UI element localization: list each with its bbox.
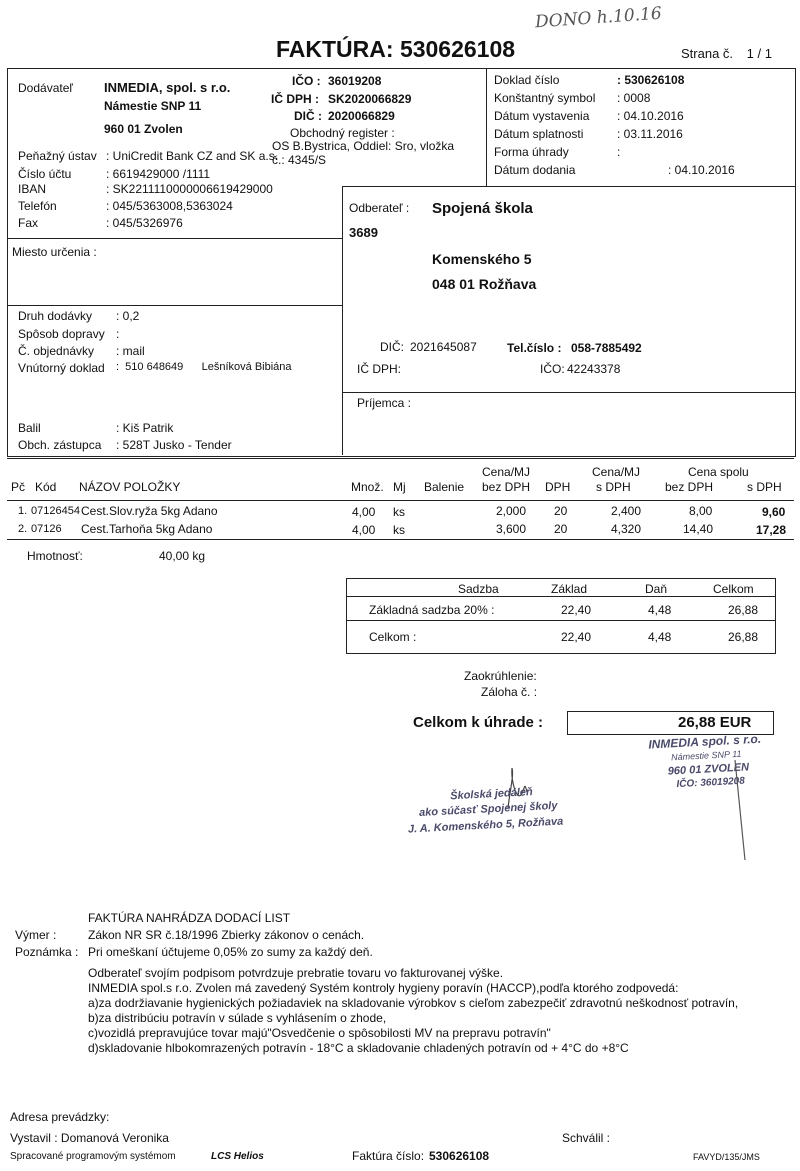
vat-total-base: 22,40 <box>561 630 592 644</box>
doc-info-label: Dátum splatnosti <box>494 127 584 141</box>
customer-name: Spojená škola <box>432 200 533 217</box>
vat-col-tax: Daň <box>645 582 668 596</box>
agent-value: : 528T Jusko - Tender <box>116 438 232 452</box>
customer-ico: 42243378 <box>567 362 621 376</box>
vat-col-base: Základ <box>551 582 588 596</box>
page-number-value: 1 / 1 <box>746 46 772 61</box>
note-label: Poznámka : <box>15 945 79 959</box>
weight-label: Hmotnosť: <box>27 549 83 563</box>
item-code: 07126454 <box>31 505 80 517</box>
packer-value: : Kiš Patrik <box>116 421 174 435</box>
transport-value: : <box>116 327 120 341</box>
phone-value: : 045/5363008,5363024 <box>106 199 233 213</box>
phone-label: Telefón <box>18 199 57 213</box>
item-total-incl: 17,28 <box>756 523 787 537</box>
vat-total-total: 26,88 <box>728 630 759 644</box>
item-price-incl: 2,400 <box>611 504 642 518</box>
supplier-bottom <box>7 238 342 239</box>
col-qty: Množ. <box>351 480 384 494</box>
agent-label: Obch. zástupca <box>18 438 102 452</box>
item-qty: 4,00 <box>352 505 376 519</box>
item-total-excl: 14,40 <box>683 522 714 536</box>
supplier-name: INMEDIA, spol. s r.o. <box>104 80 231 95</box>
item-vat: 20 <box>554 504 568 518</box>
order-value: : mail <box>116 344 145 358</box>
item-name: Cest.Tarhoňa 5kg Adano <box>81 522 213 536</box>
doc-info-label: Doklad číslo <box>494 73 560 87</box>
iban-label: IBAN <box>18 182 47 196</box>
supplier-street: Námestie SNP 11 <box>104 99 202 113</box>
vat-row-tax: 4,48 <box>648 603 672 617</box>
doc-info-value: : 04.10.2016 <box>668 163 735 177</box>
col-price-incl-2: s DPH <box>596 480 631 494</box>
fax-label: Fax <box>18 216 39 230</box>
recipient-label: Príjemca : <box>357 396 412 410</box>
address-label: Adresa prevádzky: <box>10 1110 110 1124</box>
order-label: Č. objednávky <box>18 344 95 358</box>
supplier-icdph-label: IČ DPH : <box>271 92 319 106</box>
item-vat: 20 <box>554 522 568 536</box>
delivery-type-label: Druh dodávky <box>18 309 93 323</box>
destination-label: Miesto určenia : <box>12 245 97 259</box>
col-unit: Mj <box>393 480 406 494</box>
customer-icdph-label: IČ DPH: <box>357 362 402 376</box>
vat-total-tax: 4,48 <box>648 630 672 644</box>
bank-label: Peňažný ústav <box>18 149 97 163</box>
customer-tel: 058-7885492 <box>571 341 642 355</box>
doc-info-label: Dátum vystavenia <box>494 109 590 123</box>
item-pc: 1. <box>18 505 28 517</box>
doc-info-divider <box>486 68 487 186</box>
supplier-dic-label: DIČ : <box>294 109 322 123</box>
invoice-title-number: 530626108 <box>399 36 516 62</box>
col-pc: Pč <box>11 480 26 494</box>
col-total-1: Cena spolu <box>688 465 749 479</box>
handwritten-date-note: DONO h.10.16 <box>534 3 663 33</box>
customer-street: Komenského 5 <box>432 251 532 267</box>
vat-col-rate: Sadzba <box>458 582 499 596</box>
col-name: NÁZOV POLOŽKY <box>79 480 181 494</box>
customer-ico-label: IČO: <box>540 362 565 376</box>
doc-info-value: : 530626108 <box>617 73 685 87</box>
register-line-2: OS B.Bystrica, Oddiel: Sro, vložka <box>272 139 455 153</box>
note-line: d)skladovanie hlbokomrazených potravín - 18°C a skladovanie chladených potravín od + 4°C do +8°C <box>88 1041 629 1055</box>
doc-info-label: Konštantný symbol <box>494 91 596 105</box>
items-bottom-rule <box>7 539 794 540</box>
supplier-label: Dodávateľ <box>18 81 73 95</box>
vymer-text: Zákon NR SR č.18/1996 Zbierky zákonov o cenách. <box>88 928 365 942</box>
item-price-incl: 4,320 <box>611 522 642 536</box>
item-pc: 2. <box>18 523 28 535</box>
vymer-label: Výmer : <box>15 928 57 942</box>
internal-doc-value: : 510 648649 Lešníková Bibiána <box>116 361 292 373</box>
internal-doc-label: Vnútorný doklad <box>18 361 105 375</box>
weight-value: 40,00 kg <box>159 549 206 563</box>
iban-value: : SK2211110000006619429000 <box>106 182 273 196</box>
stamp-line: 960 01 ZVOLEN <box>667 761 750 778</box>
register-line-1: Obchodný register : <box>290 126 395 140</box>
rounding-label: Zaokrúhlenie: <box>464 669 537 683</box>
account-value: : 6619429000 /1111 <box>106 167 211 181</box>
customer-city: 048 01 Rožňava <box>432 276 537 292</box>
invoice-title <box>276 36 515 63</box>
total-due-value: 26,88 EUR <box>678 714 752 731</box>
stamp-line: ako súčasť Spojenej školy <box>418 799 558 820</box>
customer-tel-label: Tel.číslo : <box>507 341 562 355</box>
stamp-line: Námestie SNP 11 <box>670 748 742 763</box>
col-packing: Balenie <box>424 480 465 494</box>
vat-total-label: Celkom : <box>369 630 417 644</box>
advance-label: Záloha č. : <box>481 685 538 699</box>
item-total-excl: 8,00 <box>689 504 713 518</box>
item-qty: 4,00 <box>352 523 376 537</box>
recipient-divider <box>342 391 343 455</box>
item-unit: ks <box>393 523 405 537</box>
software-label: Spracované programovým systémom <box>10 1151 176 1162</box>
page-number-label: Strana č. <box>681 46 734 61</box>
issued-by: Vystavil : Domanová Veronika <box>10 1131 169 1145</box>
vat-row-label: Základná sadzba 20% : <box>369 603 495 617</box>
footer-invoice-number: 530626108 <box>429 1149 490 1163</box>
item-name: Cest.Slov.ryža 5kg Adano <box>81 504 218 518</box>
page-number <box>681 46 772 61</box>
bank-value: : UniCredit Bank CZ and SK a.s. <box>106 149 279 163</box>
register-line-3: č.: 4345/S <box>272 153 327 167</box>
note-line: Odberateľ svojím podpisom potvrdzuje prebratie tovaru vo fakturovanej výške. <box>88 966 504 980</box>
customer-code: 3689 <box>349 225 378 240</box>
approved-label: Schválil : <box>562 1131 611 1145</box>
stamp-line: J. A. Komenského 5, Rožňava <box>407 815 564 836</box>
doc-info-value: : 03.11.2016 <box>617 127 683 141</box>
software-name: LCS Helios <box>211 1151 264 1162</box>
col-code: Kód <box>35 480 57 494</box>
item-total-incl: 9,60 <box>762 505 786 519</box>
stamp-line: IČO: 36019208 <box>676 775 746 791</box>
supplier-ico-label: IČO : <box>292 74 321 88</box>
customer-label: Odberateľ : <box>349 201 410 215</box>
note-line: c)vozidlá prepravujúce tovar majú"Osvedčenie o spôsobilosti MV na prepravu potravín" <box>88 1026 551 1040</box>
supplier-dic: 2020066829 <box>328 109 395 123</box>
transport-label: Spôsob dopravy <box>18 327 105 341</box>
form-code: FAVYD/135/JMS <box>693 1152 760 1162</box>
delivery-type-value: : 0,2 <box>116 309 140 323</box>
supplier-city: 960 01 Zvolen <box>104 122 183 136</box>
item-code: 07126 <box>31 523 62 535</box>
col-price-excl-1: Cena/MJ <box>482 465 531 479</box>
note-line: b)za distribúciu potravín v súlade s vyhlásením o zhode, <box>88 1011 387 1025</box>
destination-bottom <box>7 305 342 306</box>
doc-info-label: Forma úhrady <box>494 145 569 159</box>
supplier-ico: 36019208 <box>328 74 382 88</box>
notes-replaces-label: FAKTÚRA NAHRÁDZA DODACÍ LIST <box>88 911 291 925</box>
footer-invoice-label: Faktúra číslo: <box>352 1149 425 1163</box>
vat-col-total: Celkom <box>713 582 754 596</box>
account-label: Číslo účtu <box>18 167 72 181</box>
col-price-incl-1: Cena/MJ <box>592 465 641 479</box>
vat-row-base: 22,40 <box>561 603 592 617</box>
items-top-rule <box>7 458 794 459</box>
col-total-excl: bez DPH <box>665 480 714 494</box>
total-due-label: Celkom k úhrade : <box>413 714 544 731</box>
vat-header-rule <box>346 596 775 597</box>
doc-info-value: : 04.10.2016 <box>617 109 684 123</box>
stamp-line: INMEDIA spol. s r.o. <box>647 731 762 752</box>
item-unit: ks <box>393 505 405 519</box>
doc-info-label: Dátum dodania <box>494 163 576 177</box>
customer-dic-label: DIČ: <box>380 340 404 354</box>
doc-info-value: : <box>617 145 621 159</box>
items-header-rule <box>7 500 794 501</box>
note-line: a)za dodržiavanie hygienických požiadaviek na skladovanie výrobkov s cieľom zabezpečiť zdravotnú neškodnosť potravín, <box>88 996 739 1010</box>
note-text: Pri omeškaní účtujeme 0,05% zo sumy za každý deň. <box>88 945 373 959</box>
note-line: INMEDIA spol.s r.o. Zvolen má zavedený Systém kontroly hygieny poravín (HACCP),podľa ktorého zodpovedá: <box>88 981 679 995</box>
vat-row-rule <box>346 620 775 621</box>
invoice-title-label: FAKTÚRA: <box>276 36 394 62</box>
col-total-incl: s DPH <box>747 480 782 494</box>
vat-row-total: 26,88 <box>728 603 759 617</box>
doc-info-value: : 0008 <box>617 91 651 105</box>
item-price-excl: 3,600 <box>496 522 527 536</box>
customer-dic: 2021645087 <box>410 340 477 354</box>
col-price-excl-2: bez DPH <box>482 480 531 494</box>
col-vat: DPH <box>545 480 571 494</box>
fax-value: : 045/5326976 <box>106 216 183 230</box>
supplier-icdph: SK2020066829 <box>328 92 412 106</box>
stamp-line: Školská jedáleň <box>449 786 533 803</box>
packer-label: Balil <box>18 421 41 435</box>
item-price-excl: 2,000 <box>496 504 527 518</box>
